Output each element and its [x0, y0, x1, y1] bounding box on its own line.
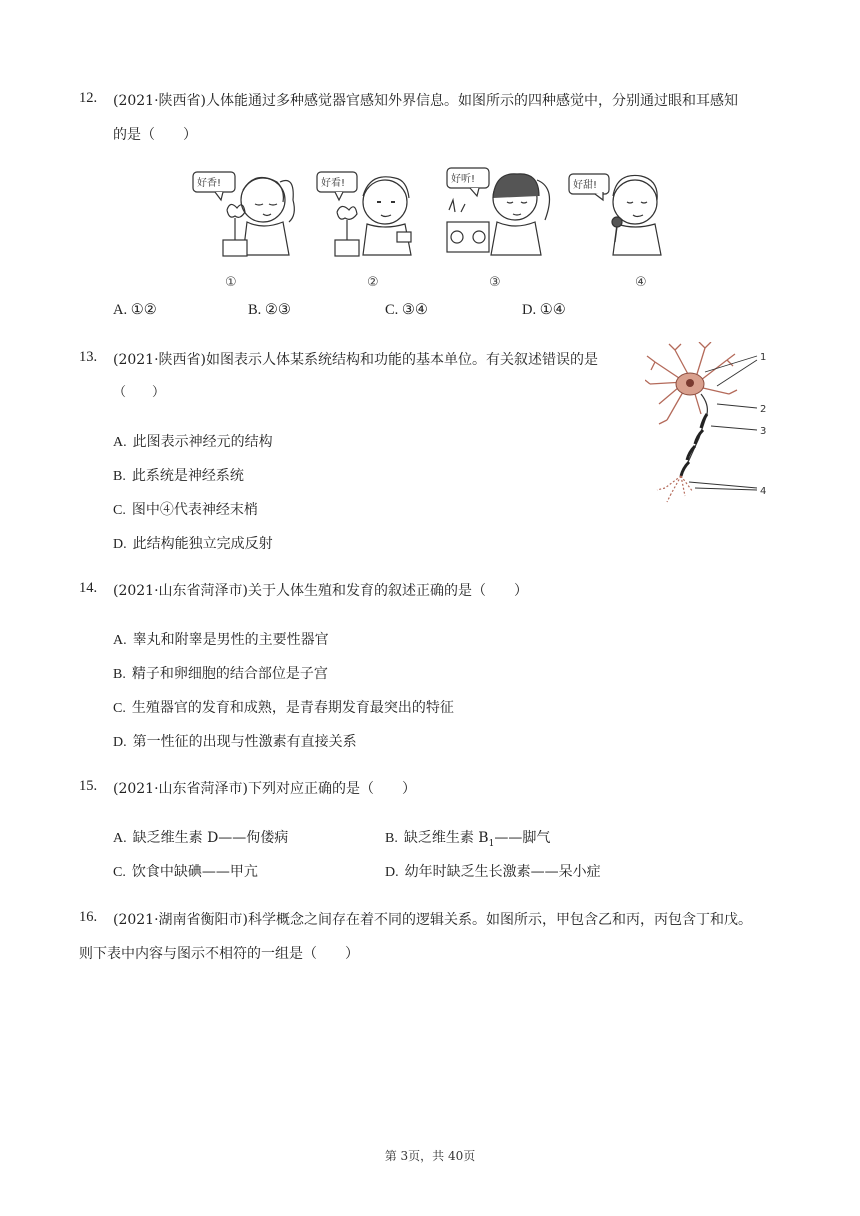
option-text: 第一性征的出现与性激素有直接关系	[132, 734, 357, 750]
question-number: 12.	[79, 90, 98, 106]
option-text: 精子和卵细胞的结合部位是子宫	[131, 666, 328, 682]
option-label: D.	[385, 865, 399, 880]
option-text-suffix: ——脚气	[494, 830, 551, 846]
figure-label: 3	[760, 426, 767, 437]
option-text: ①②	[130, 302, 157, 318]
bubble-text: 好看!	[321, 178, 346, 189]
option-a[interactable]	[113, 827, 288, 847]
question-number: 15.	[79, 778, 98, 794]
question-number: 13.	[79, 349, 98, 365]
question-stem-line-2: 则下表中内容与图示不相符的一组是（ ）	[79, 946, 359, 962]
option-b[interactable]	[113, 663, 328, 683]
option-a[interactable]	[113, 431, 273, 451]
option-text: 生殖器官的发育和成熟，是青春期发育最突出的特征	[131, 700, 454, 716]
option-label: C.	[385, 302, 399, 318]
option-text: 此图表示神经元的结构	[132, 434, 273, 450]
figure-label: 1	[760, 352, 767, 363]
bubble-text: 好甜!	[573, 180, 598, 191]
option-c[interactable]	[113, 861, 258, 881]
option-label: A.	[113, 302, 128, 318]
option-label: B.	[113, 469, 126, 484]
option-label: D.	[522, 302, 537, 318]
question-stem-line-1: (2021·湖南省衡阳市)科学概念之间存在着不同的逻辑关系。如图所示，甲包含乙和丙，丙包含丁和戊。	[113, 912, 753, 928]
figure-label: 4	[760, 486, 767, 497]
option-d[interactable]	[113, 533, 273, 553]
option-label: D.	[113, 537, 127, 552]
question-number: 14.	[79, 580, 98, 596]
question-stem-line-1: (2021·山东省菏泽市)关于人体生殖和发育的叙述正确的是（ ）	[113, 583, 529, 599]
option-label: C.	[113, 701, 126, 716]
option-b[interactable]	[113, 465, 244, 485]
option-c[interactable]	[113, 697, 454, 717]
option-d[interactable]	[113, 731, 357, 751]
bubble-text: 好听!	[451, 174, 476, 185]
option-label: A.	[113, 831, 127, 846]
option-label: C.	[113, 503, 126, 518]
figure-caption: ③	[489, 275, 501, 290]
option-a[interactable]	[113, 302, 157, 319]
option-b[interactable]	[248, 302, 291, 319]
option-text: ②③	[264, 302, 291, 318]
page-footer: 第 3页，共 40页	[384, 1149, 476, 1163]
figure-caption: ①	[225, 275, 237, 290]
option-d[interactable]	[522, 302, 566, 319]
figure-caption: ④	[635, 275, 647, 290]
option-label: B.	[113, 667, 126, 682]
option-d[interactable]	[385, 861, 601, 881]
option-text: 缺乏维生素 B	[403, 830, 489, 846]
senses-figure	[185, 160, 685, 295]
option-text: 此系统是神经系统	[131, 468, 244, 484]
option-label: D.	[113, 735, 127, 750]
figure-label: 2	[760, 404, 767, 415]
question-stem-line-1: (2021·陕西省)人体能通过多种感觉器官感知外界信息。如图所示的四种感觉中，分别通过眼和耳感知	[113, 93, 739, 109]
option-text: 幼年时缺乏生长激素——呆小症	[404, 864, 601, 880]
question-stem-line-1: (2021·陕西省)如图表示人体某系统结构和功能的基本单位。有关叙述错误的是	[113, 352, 599, 368]
option-a[interactable]	[113, 629, 329, 649]
option-subscript: 1	[488, 838, 495, 849]
option-c[interactable]	[385, 302, 428, 319]
option-text: 缺乏维生素 D——佝偻病	[132, 830, 289, 846]
option-c[interactable]	[113, 499, 258, 519]
option-text: 睾丸和附睾是男性的主要性器官	[132, 632, 329, 648]
option-b[interactable]	[385, 827, 550, 849]
option-text: ③④	[401, 302, 428, 318]
option-label: B.	[248, 302, 262, 318]
option-label: B.	[385, 831, 398, 846]
option-label: C.	[113, 865, 126, 880]
neuron-figure	[645, 342, 785, 507]
question-stem-line-1: (2021·山东省菏泽市)下列对应正确的是（ ）	[113, 781, 417, 797]
option-label: A.	[113, 435, 127, 450]
question-stem-line-2: 的是（ ）	[113, 127, 197, 143]
option-text: 图中④代表神经末梢	[131, 502, 258, 518]
option-text: 饮食中缺碘——甲亢	[131, 864, 258, 880]
figure-caption: ②	[367, 275, 379, 290]
option-text: 此结构能独立完成反射	[132, 536, 273, 552]
question-stem-line-2: （ ）	[113, 385, 166, 400]
option-text: ①④	[539, 302, 566, 318]
question-number: 16.	[79, 909, 98, 925]
option-label: A.	[113, 633, 127, 648]
bubble-text: 好香!	[197, 178, 222, 189]
